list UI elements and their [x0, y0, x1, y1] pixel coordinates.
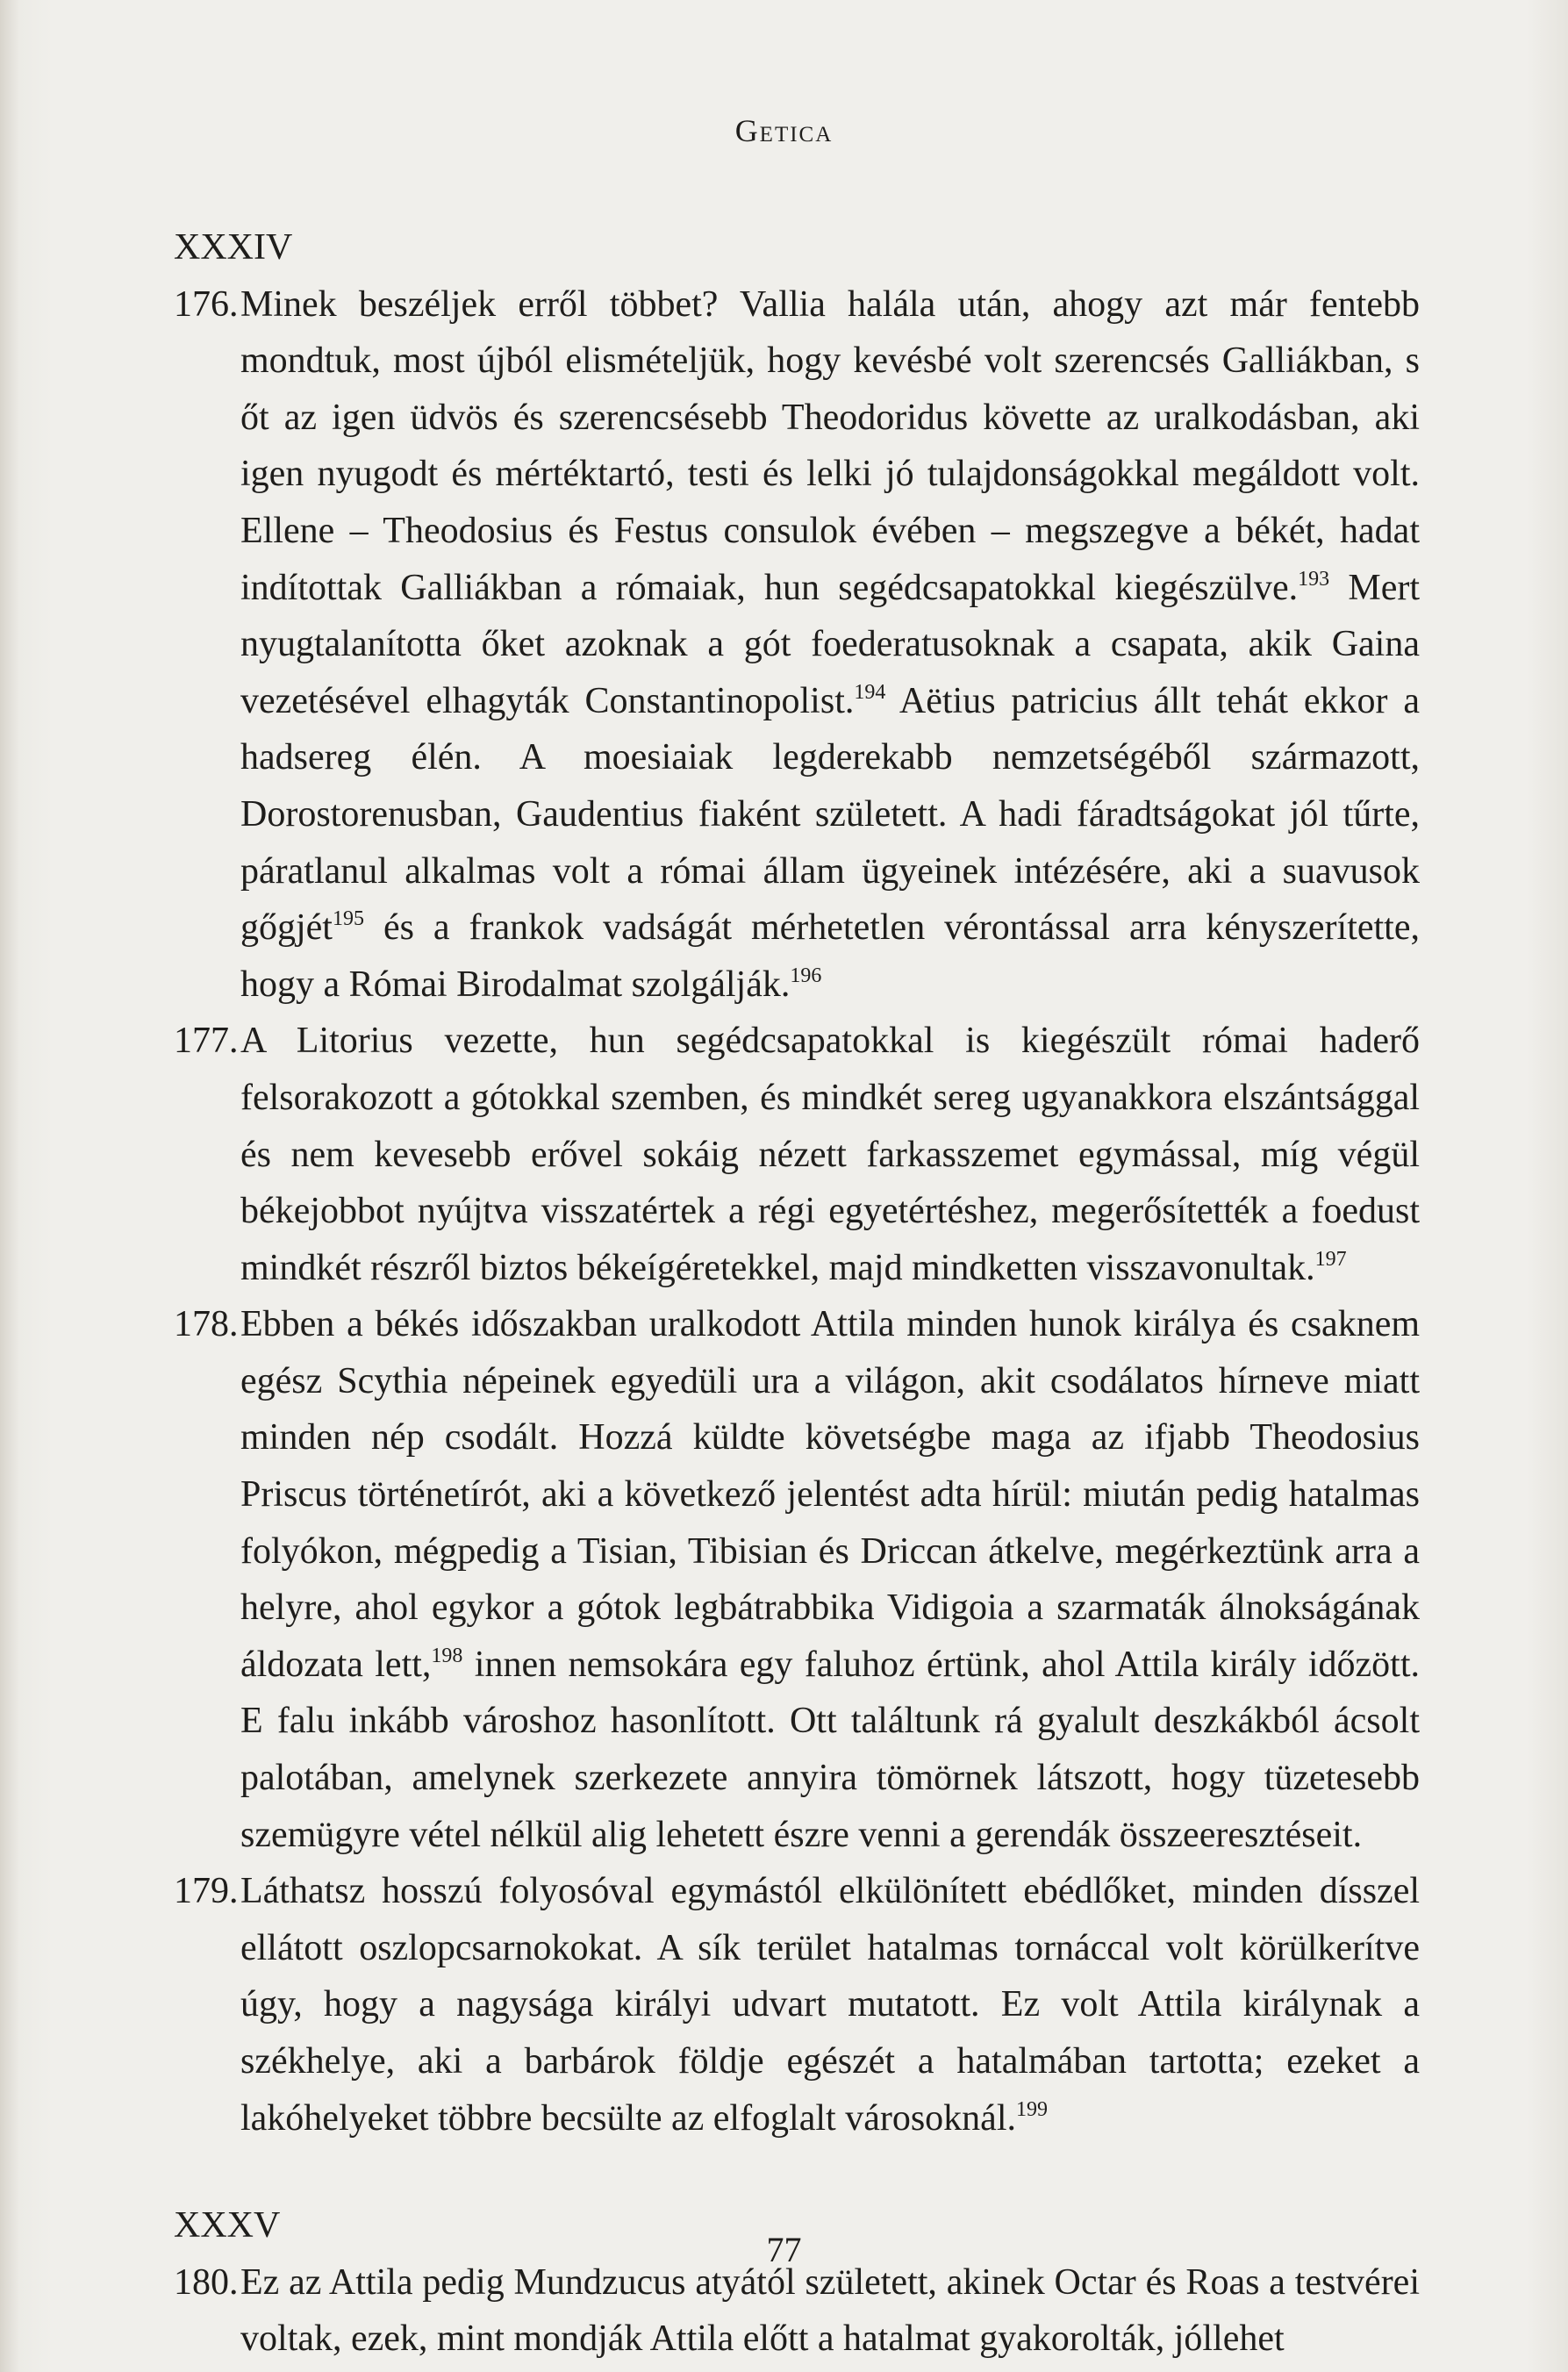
footnote-marker[interactable]: 194 [854, 680, 886, 704]
paragraph-text [240, 1013, 1420, 1296]
text-run: Mert nyugtalanította őket azoknak a gót foederatusoknak a csapata, akik Gaina vezetésével elhagyták Constantinopolist. [240, 567, 1420, 721]
chapter-heading: XXXIV [174, 227, 293, 268]
paragraph-text [240, 1863, 1420, 2146]
paragraph-number: 176. [174, 283, 239, 325]
footnote-marker[interactable]: 197 [1314, 1247, 1347, 1271]
footnote-marker[interactable]: 195 [332, 907, 364, 931]
numbered-paragraph [174, 1296, 1420, 1863]
text-run: Ez az Attila pedig Mundzucus atyától született, akinek Octar és Roas a testvérei voltak, ezek, mint mondják Attila előtt a hatalmat gyakorolták, jóllehet [240, 2261, 1420, 2360]
text-run: és a frankok vadságát mérhetetlen vérontással arra kényszerítette, hogy a Római Birodalmat szolgálják. [240, 907, 1420, 1005]
numbered-paragraph [174, 276, 1420, 1014]
paragraph-number: 177. [174, 1021, 239, 1062]
footnote-marker[interactable]: 199 [1016, 2097, 1048, 2121]
paragraph-number: 178. [174, 1304, 239, 1345]
paragraph-text [240, 1296, 1420, 1863]
numbered-paragraph [174, 1863, 1420, 2146]
section-gap [174, 2146, 1420, 2197]
text-run: Minek beszéljek erről többet? Vallia halála után, ahogy azt már fentebb mondtuk, most újból elismételjük, hogy kevésbé volt szerencsés Galliákban, s őt az igen üdvös és szerencsésebb Theodoridus követte az uralkodásban, aki igen nyugodt és mértéktartó, testi és lelki jó tulajdonságokkal megáldott volt. Ellene – Theodosius és Festus consulok évében – megszegve a békét, hadat indítottak Galliákban a rómaiak, hun segédcsapatokkal kiegészülve. [240, 283, 1420, 608]
footnote-marker[interactable]: 196 [790, 964, 822, 987]
main-text [174, 219, 1420, 2368]
paragraph-number: 180. [174, 2261, 239, 2303]
footnote-marker[interactable]: 198 [431, 1644, 463, 1667]
numbered-paragraph [174, 2254, 1420, 2368]
text-run: Láthatsz hosszú folyosóval egymástól elkülönített ebédlőket, minden dísszel ellátott oszlopcsarnokokat. A sík terület hatalmas tornáccal volt körülkerítve úgy, hogy a nagysága királyi udvart mutatott. Ez volt Attila királynak a székhelye, aki a barbárok földje egészét a hatalmában tartotta; ezeket a lakóhelyeket többre becsülte az elfoglalt városoknál. [240, 1871, 1420, 2139]
paragraph-number: 179. [174, 1871, 239, 1912]
chapter-heading: XXXV [174, 2205, 281, 2247]
text-run: Aëtius patricius állt tehát ekkor a hadsereg élén. A moesiaiak legderekabb nemzetségéből származott, Dorostorenusban, Gaudentius fiaként született. A hadi fáradtságokat jól tűrte, páratlanul alkalmas volt a római állam ügyeinek intézésére, aki a suavusok gőgjét [240, 680, 1421, 949]
paragraph-text [240, 2254, 1420, 2368]
running-header: Getica [734, 113, 834, 148]
footnote-marker[interactable]: 193 [1298, 567, 1330, 591]
text-run: A Litorius vezette, hun segédcsapatokkal is kiegészült római haderő felsorakozott a gótokkal szemben, és mindkét sereg ugyanakkora elszántsággal és nem kevesebb erővel sokáig nézett farkasszemet egymással, míg végül békejobbot nyújtva visszatértek a régi egyetértéshez, megerősítették a foedust mindkét részről biztos békeígéretekkel, majd mindketten visszavonultak. [240, 1021, 1420, 1288]
text-run: innen nemsokára egy faluhoz értünk, ahol Attila király időzött. E falu inkább városhoz hasonlított. Ott találtunk rá gyalult deszkákból ácsolt palotában, amelynek szerkezete annyira tömörnek látszott, hogy tüzetesebb szemügyre vétel nélkül alig lehetett észre venni a gerendák összeeresztéseit. [240, 1644, 1420, 1855]
text-run: Ebben a békés időszakban uralkodott Attila minden hunok királya és csaknem egész Scythia népeinek egyedüli ura a világon, akit csodálatos hírneve miatt minden nép csodált. Hozzá küldte követségbe maga az ifjabb Theodosius Priscus történetírót, aki a következő jelentést adta hírül: miután pedig hatalmas folyókon, mégpedig a Tisian, Tibisian és Driccan átkelve, megérkeztünk arra a helyre, ahol egykor a gótok legbátrabbika Vidigoia a szarmaták álnokságának áldozata lett, [240, 1304, 1420, 1685]
numbered-paragraph [174, 1013, 1420, 1296]
page-number: 77 [766, 2230, 802, 2269]
paragraph-text [240, 276, 1420, 1014]
